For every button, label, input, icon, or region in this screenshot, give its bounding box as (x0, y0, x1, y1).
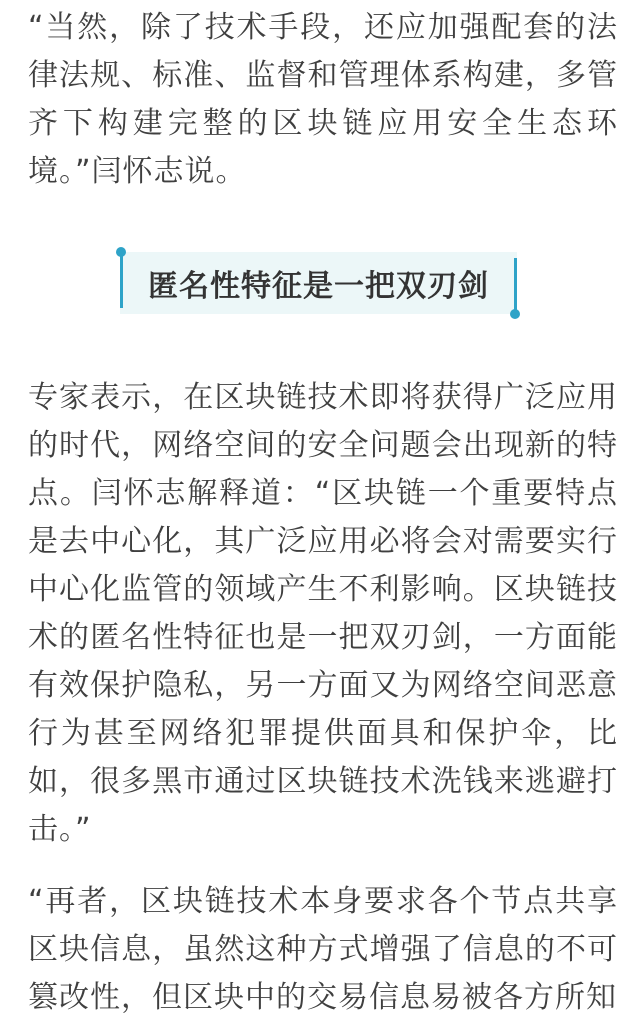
heading-left-accent-line (120, 252, 123, 308)
section-heading: 匿名性特征是一把双刃剑 (148, 269, 489, 304)
heading-top-accent-dot (116, 247, 126, 257)
heading-bottom-accent-dot (510, 309, 520, 319)
article-paragraph-2: 专家表示，在区块链技术即将获得广泛应用的时代，网络空间的安全问题会出现新的特点。闫怀志解释道：“区块链一个重要特点是去中心化，其广泛应用必将会对需要实行中心化监管的领域产生不利影响。区块链技术的匿名性特征也是一把双刃剑，一方面能有效保护隐私，另一方面又为网络空间恶意行为甚至网络犯罪提供面具和保护伞，比如，很多黑市通过区块链技术洗钱来逃避打击。” (28, 380, 618, 847)
article-paragraph-1: “当然，除了技术手段，还应加强配套的法律法规、标准、监督和管理体系构建，多管齐下构建完整的区块链应用安全生态环境。”闫怀志说。 (28, 10, 618, 189)
heading-right-accent-line (514, 258, 517, 314)
article-paragraph-3: “再者，区块链技术本身要求各个节点共享区块信息，虽然这种方式增强了信息的不可篡改性，但区块中的交易信息易被各方所知 (28, 884, 618, 1015)
section-heading-box (120, 252, 517, 314)
